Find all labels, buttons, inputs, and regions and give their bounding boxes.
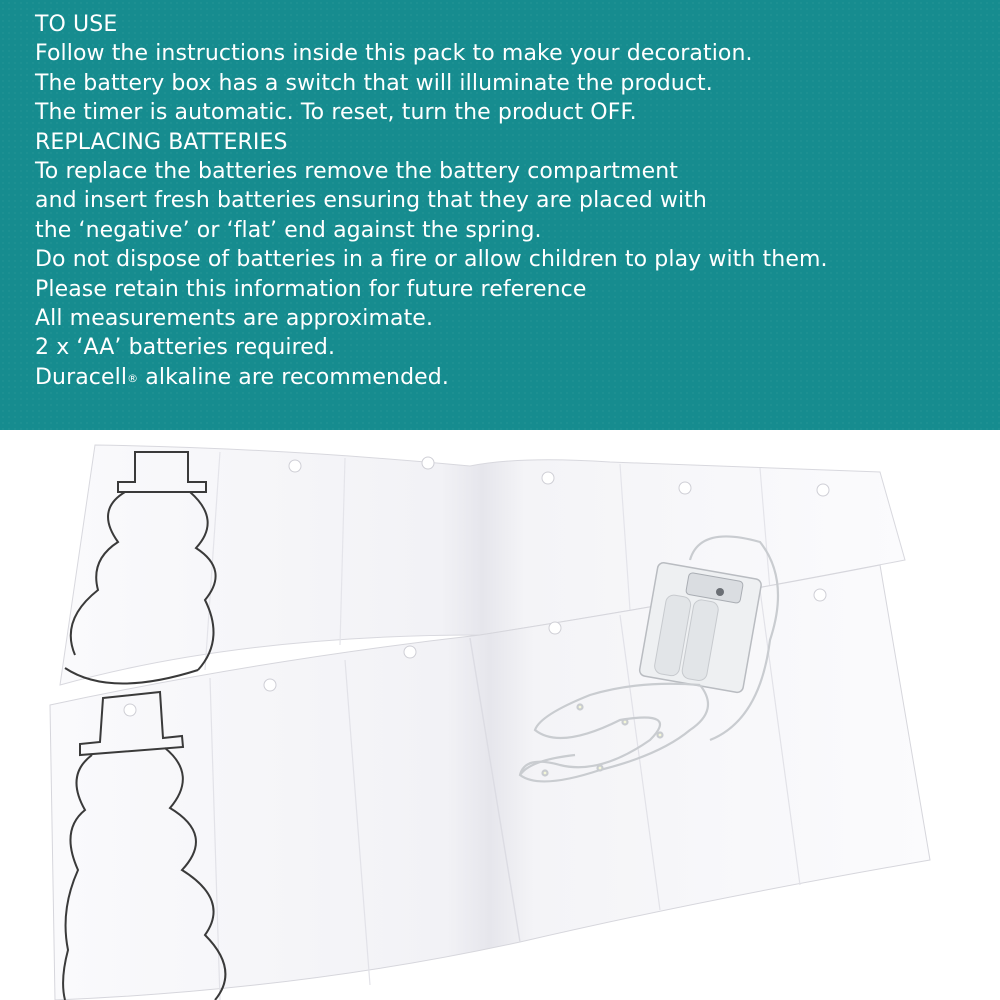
instruction-text: alkaline are recommended. xyxy=(138,364,449,390)
instructions-banner xyxy=(0,0,1000,430)
battery-box-icon xyxy=(639,562,762,693)
product-photo xyxy=(0,430,1000,1000)
instruction-line: Follow the instructions inside this pack to make your decoration. xyxy=(35,41,753,67)
instruction-line: The timer is automatic. To reset, turn the product OFF. xyxy=(35,100,637,126)
instruction-line: 2 x ‘AA’ batteries required. xyxy=(35,335,336,361)
instruction-line: The battery box has a switch that will illuminate the product. xyxy=(35,70,713,96)
product-photo-illustration xyxy=(0,430,1000,1000)
heading-to-use: TO USE xyxy=(35,12,118,37)
instruction-line: Do not dispose of batteries in a fire or allow children to play with them. xyxy=(35,247,828,273)
heading-replacing-batteries: REPLACING BATTERIES xyxy=(35,129,288,155)
instruction-line: and insert fresh batteries ensuring that they are placed with xyxy=(35,188,707,214)
instruction-line: To replace the batteries remove the battery compartment xyxy=(35,159,678,185)
instruction-line: the ‘negative’ or ‘flat’ end against the spring. xyxy=(35,217,542,243)
brand-name: Duracell xyxy=(35,364,128,390)
instruction-line: All measurements are approximate. xyxy=(35,306,434,332)
registered-mark: ® xyxy=(127,371,139,385)
instruction-line-duracell xyxy=(35,363,1000,392)
instruction-line: Please retain this information for future reference xyxy=(35,276,587,302)
